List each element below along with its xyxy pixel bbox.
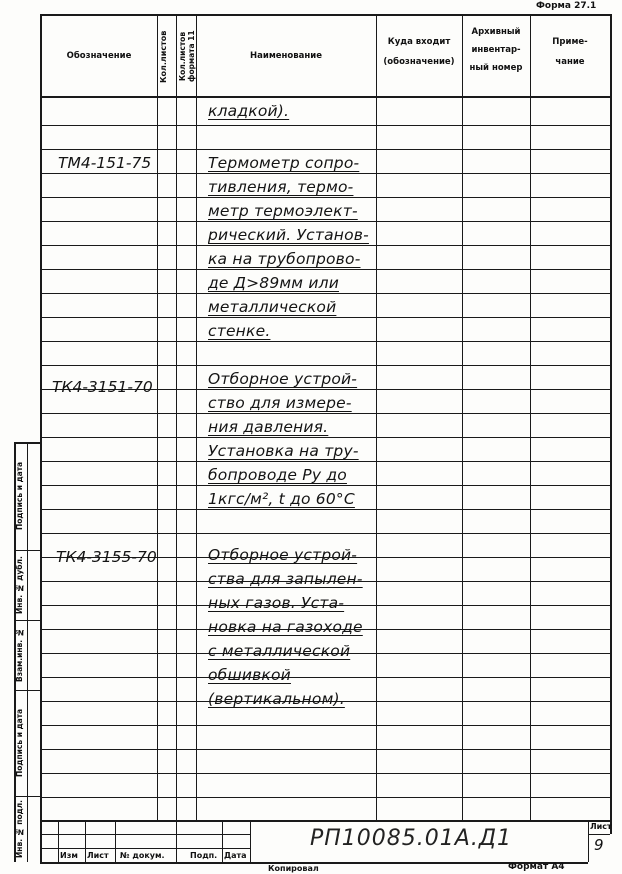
stamp-izm: Изм (60, 851, 78, 860)
entry-tm-line: стенке. (208, 322, 271, 340)
continuation-text: кладкой). (208, 102, 290, 120)
stamp-dokum: № докум. (120, 851, 165, 860)
side-strip-divider (14, 620, 40, 621)
stamp-top (40, 820, 610, 822)
col-line (376, 14, 377, 820)
side-strip-top (14, 442, 40, 444)
stamp-col (176, 820, 177, 862)
col-line (530, 14, 531, 820)
side-label-inv-dubl: Инв. № дубл. (15, 556, 24, 614)
side-strip-divider (14, 796, 40, 797)
stamp-data: Дата (224, 851, 247, 860)
entry-code-tk2: ТК4-3155-70 (56, 548, 157, 566)
header-where-1: Куда входит (387, 37, 451, 47)
frame-left (40, 14, 42, 862)
entry-tk1-line: Установка на тру- (208, 442, 359, 460)
format-label: Формат А4 (508, 862, 565, 872)
entry-tk1-line: ство для измере- (208, 394, 352, 412)
header-sheets: Кол.листов (159, 30, 168, 84)
side-label-podpis-data: Подпись и дата (15, 461, 24, 531)
col-line (176, 14, 177, 820)
entry-tm-line: метр термоэлект- (208, 202, 358, 220)
entry-tk2-line: с металлической (208, 642, 351, 660)
side-label-inv-podl: Инв. № подл. (15, 799, 24, 858)
entry-tm-line: де Д>89мм или (208, 274, 339, 292)
header-archive-1: Архивный (471, 27, 521, 37)
sheet-label: Лист (590, 822, 612, 831)
frame-right (610, 14, 612, 834)
side-strip-divider (14, 690, 40, 691)
header-archive-3: ный номер (469, 63, 523, 73)
side-strip-divider (14, 550, 40, 551)
entry-tk1-line: бопроводе Ру до (208, 466, 347, 484)
stamp-col (588, 820, 589, 834)
entry-code-tk1: ТК4-3151-70 (52, 378, 153, 396)
entry-tk2-line: обшивкой (208, 666, 291, 684)
entry-tm-line: металлической (208, 298, 337, 316)
header-bottom-line (40, 96, 610, 98)
form-label: Форма 27.1 (536, 1, 597, 11)
entry-tk1-line: Отборное устрой- (208, 370, 358, 388)
entry-tk1-line: ния давления. (208, 418, 329, 436)
side-strip-inner (27, 442, 28, 862)
entry-tk2-line: ных газов. Уста- (208, 594, 345, 612)
side-label-vzam-inv: Взам.инв. № (15, 628, 24, 682)
sheet-number: 9 (594, 836, 604, 854)
col-line (196, 14, 197, 820)
frame-top (40, 14, 610, 16)
header-archive-2: инвентар- (471, 45, 521, 55)
copied-label: Копировал (268, 864, 319, 873)
entry-tm-line: ка на трубопрово- (208, 250, 361, 268)
entry-tm-line: тивления, термо- (208, 178, 354, 196)
header-sheets-format: Кол.листов формата 11 (178, 30, 196, 82)
stamp-col (85, 820, 86, 862)
stamp-list: Лист (87, 851, 109, 860)
side-label-podpis-data-2: Подпись и дата (15, 708, 24, 778)
entry-tk1-line: 1кгс/м², t до 60°С (208, 490, 355, 508)
entry-tk2-line: (вертикальном). (208, 690, 345, 708)
entry-tm-line: Термометр сопро- (208, 154, 360, 172)
stamp-podp: Подп. (190, 851, 218, 860)
stamp-col (222, 820, 223, 862)
header-name: Наименование (250, 51, 322, 61)
entry-tk2-line: ства для запылен- (208, 570, 363, 588)
col-line (157, 14, 158, 820)
entry-tm-line: рический. Установ- (208, 226, 369, 244)
stamp-row (40, 848, 250, 849)
stamp-sheet-divider (588, 834, 610, 835)
entry-tk2-line: новка на газоходе (208, 618, 363, 636)
header-note-1: Приме- (552, 37, 588, 47)
stamp-right-edge (588, 834, 589, 862)
entry-tk2-line: Отборное устрой- (208, 546, 358, 564)
stamp-col (115, 820, 116, 862)
entry-code-tm: ТМ4-151-75 (58, 154, 152, 172)
stamp-col (250, 820, 251, 862)
stamp-col (58, 820, 59, 862)
header-note-2: чание (555, 57, 585, 67)
stamp-row (40, 834, 250, 835)
col-line (462, 14, 463, 820)
header-designation: Обозначение (66, 51, 132, 61)
header-where-2: (обозначение) (383, 57, 455, 67)
doc-code: РП10085.01А.Д1 (310, 826, 513, 851)
